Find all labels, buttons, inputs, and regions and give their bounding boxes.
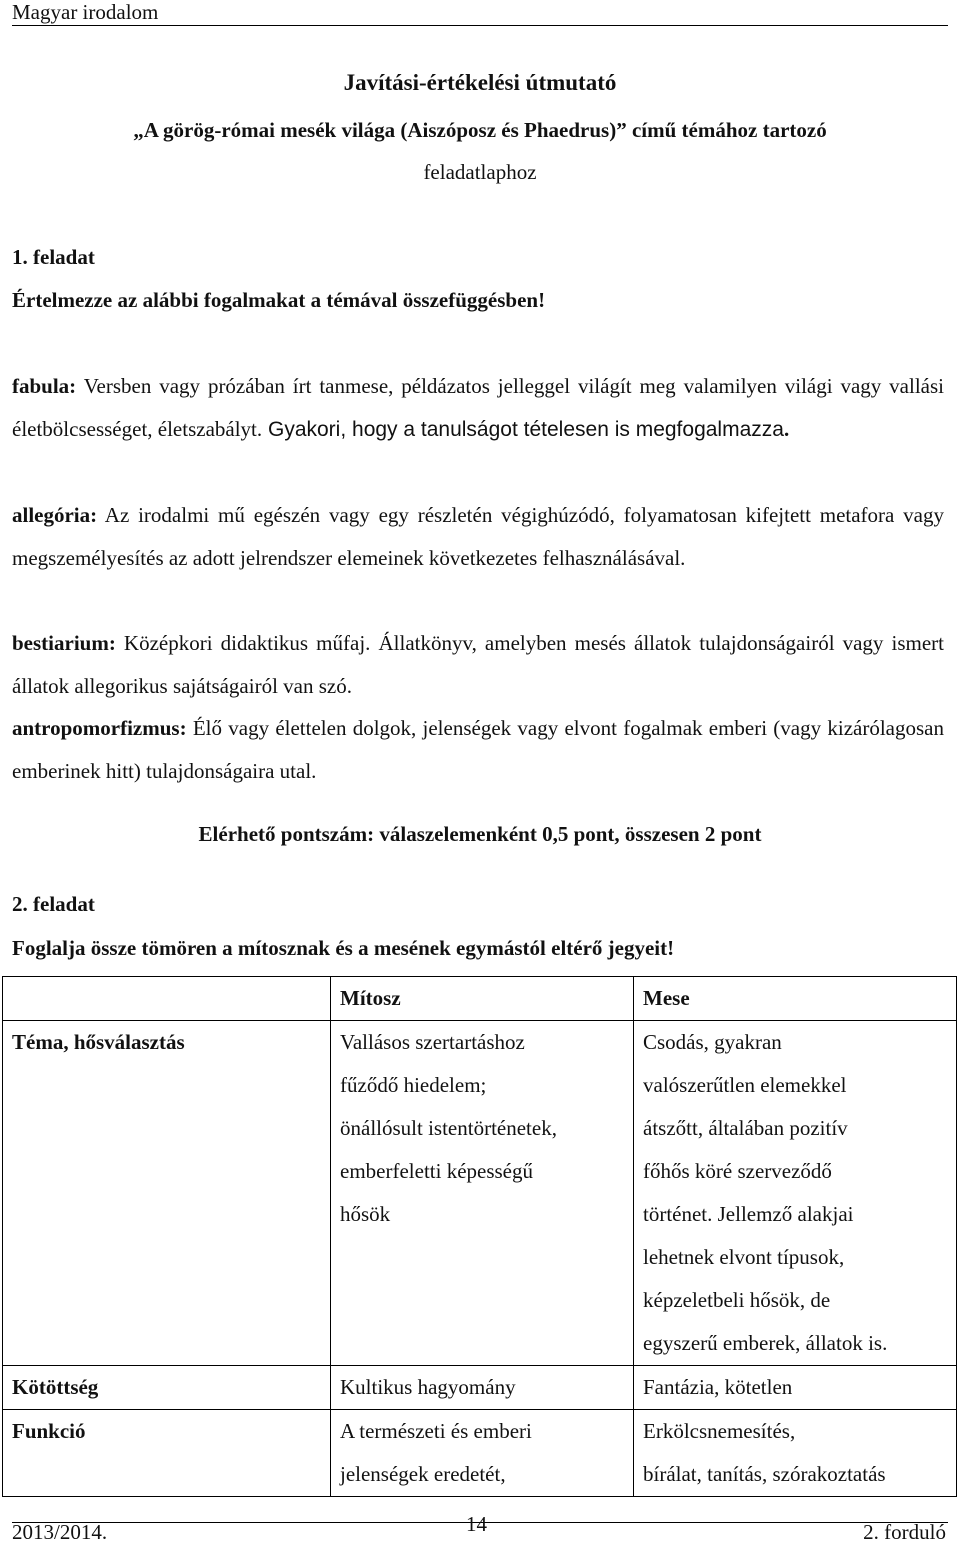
definition-bestiarium <box>12 622 944 708</box>
definition-text: Középkori didaktikus műfaj. Állatkönyv, amelyben mesés állatok tulajdonságairól vagy ismert állatok allegorikus sajátságairól van szó. <box>12 631 944 698</box>
task2-instruction: Foglalja össze tömören a mítosznak és a mesének egymástól eltérő jegyeit! <box>12 936 675 960</box>
definition-text: Élő vagy élettelen dolgok, jelenségek vagy elvont fogalmak emberi (vagy kizárólagosan emberinek hitt) tulajdonságaira utal. <box>12 716 944 783</box>
definition-antropomorfizmus <box>12 707 944 793</box>
cell-mese: Fantázia, kötetlen <box>634 1366 957 1410</box>
table-header-row <box>3 977 957 1021</box>
task2-heading: 2. feladat <box>12 892 95 916</box>
row-label: Kötöttség <box>3 1366 331 1410</box>
header-subject: Magyar irodalom <box>12 0 159 24</box>
task1-heading: 1. feladat <box>12 245 95 269</box>
footer-page-number: 14 <box>466 1512 487 1536</box>
footer-round: 2. forduló <box>863 1520 946 1544</box>
definition-text-2: Gyakori, hogy a tanulságot tételesen is megfogalmazza <box>262 418 784 441</box>
definition-text: Az irodalmi mű egészén vagy egy részletén végighúzódó, folyamatosan kifejtett metafora vagy megszemélyesítés az adott jelrendszer elemeinek következetes felhasználásával. <box>12 503 944 570</box>
table-header-mese: Mese <box>634 977 957 1021</box>
definition-text: Versben vagy prózában írt tanmese, példázatos jelleggel világít meg valamilyen világi vagy vallási életbölcsességet, életszabályt. <box>12 374 944 441</box>
table-header-cell <box>3 977 331 1021</box>
definition-fabula: fabula: Versben vagy prózában írt tanmese, példázatos jelleggel világít meg valamilyen világi vagy vallási életbölcsességet, életszabályt. Gyakori, hogy a tanulságot tételesen is megfogalmazza. <box>12 374 944 441</box>
comparison-table <box>2 976 957 1497</box>
header-divider <box>12 25 948 26</box>
cell-mese: Csodás, gyakran valószerűtlen elemekkel átszőtt, általában pozitív főhős köré szerveződő történet. Jellemző alakjai lehetnek elvont típusok, képzeletbeli hősök, de egyszerű emberek, állatok is. <box>634 1021 957 1366</box>
row-label: Funkció <box>3 1410 331 1497</box>
document-title: Javítási-értékelési útmutató <box>343 70 617 95</box>
cell-mitosz: Kultikus hagyomány <box>331 1366 634 1410</box>
row-label: Téma, hősválasztás <box>3 1021 331 1366</box>
table-row <box>3 1366 957 1410</box>
footer-year: 2013/2014. <box>12 1520 108 1544</box>
cell-mitosz: Vallásos szertartáshoz fűződő hiedelem; önállósult istentörténetek, emberfeletti képességű hősök <box>331 1021 634 1366</box>
definition-term: allegória: <box>12 503 98 527</box>
cell-mitosz: A természeti és emberi jelenségek eredetét, <box>331 1410 634 1497</box>
task1-instruction: Értelmezze az alábbi fogalmakat a témával összefüggésben! <box>12 288 546 312</box>
definition-term: bestiarium: <box>12 631 116 655</box>
definition-term: fabula: <box>12 374 77 398</box>
table-row <box>3 1021 957 1366</box>
task1-points: Elérhető pontszám: válaszelemenként 0,5 pont, összesen 2 pont <box>198 822 762 846</box>
definition-term: antropomorfizmus: <box>12 716 187 740</box>
document-subtitle-line2: feladatlaphoz <box>423 160 537 184</box>
table-row <box>3 1410 957 1497</box>
document-subtitle-line1: „A görög-római mesék világa (Aiszóposz és Phaedrus)” című témához tartozó <box>133 118 827 142</box>
definition-allegoria <box>12 494 944 580</box>
table-header-mitosz: Mítosz <box>331 977 634 1021</box>
cell-mese: Erkölcsnemesítés, bírálat, tanítás, szórakoztatás <box>634 1410 957 1497</box>
